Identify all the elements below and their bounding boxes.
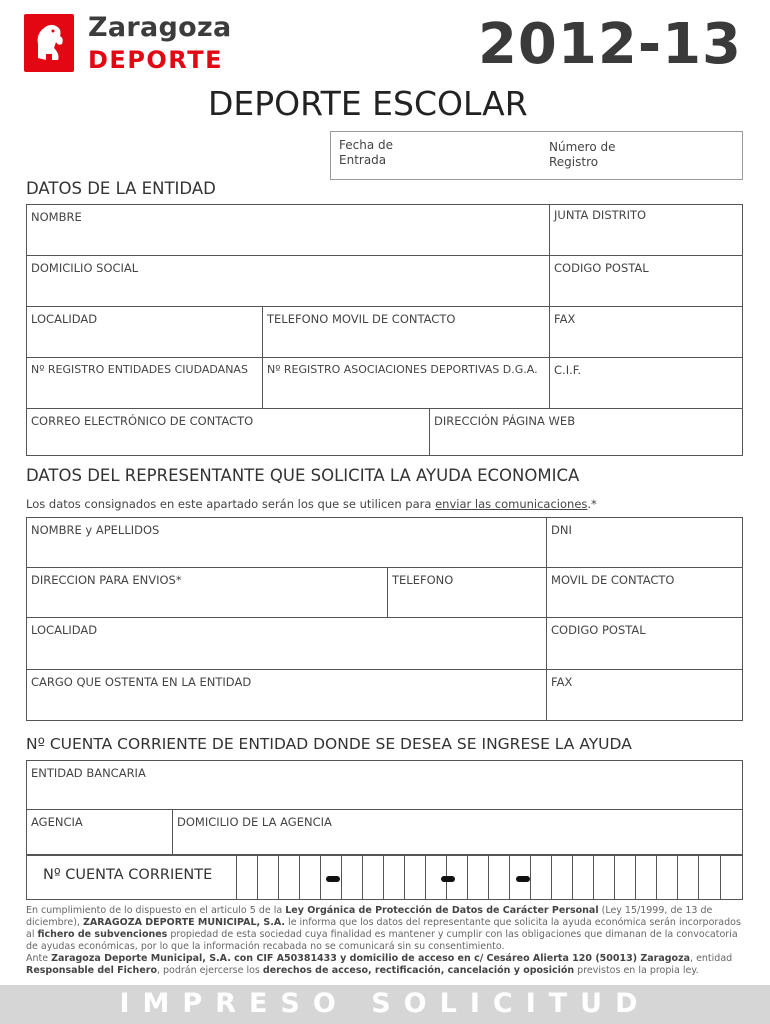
nombre-apellidos-field[interactable]: NOMBRE y APELLIDOS [27,518,547,568]
digit-box[interactable] [363,855,384,900]
web-field[interactable]: DIRECCIÓN PÁGINA WEB [430,409,743,456]
digit-box[interactable] [678,855,699,900]
cif-field[interactable]: C.I.F. [550,358,743,409]
registry-box [330,131,743,180]
season-year: 2012-13 [477,12,742,77]
domicilio-social-field[interactable]: DOMICILIO SOCIAL [27,256,550,307]
codigo-postal-field[interactable]: CODIGO POSTAL [550,256,743,307]
codigo-postal-rep-field[interactable]: CODIGO POSTAL [547,618,743,670]
footer-label: IMPRESO SOLICITUD [119,988,651,1019]
legal-paragraph-2: Ante Zaragoza Deporte Municipal, S.A. con CIF A50381433 y domicilio de acceso en c/ Cesáreo Alierta 120 (50013) Zaragoza, entidad Responsable del Fichero, podrán ejercerse los derechos de acceso, rectificación, cancelación y oposición previstos en la propia ley. [26,953,733,976]
digit-box[interactable] [279,855,300,900]
cuenta-corriente-row [26,854,743,900]
cargo-field[interactable]: CARGO QUE OSTENTA EN LA ENTIDAD [27,670,547,721]
dash-separator-icon [441,876,455,882]
numero-registro-label: Número de Registro [549,140,616,169]
nombre-field[interactable]: NOMBRE [27,205,550,256]
junta-distrito-field[interactable]: JUNTA DISTRITO [550,205,743,256]
representante-table [26,517,743,721]
legal-notice [26,905,746,977]
localidad-rep-field[interactable]: LOCALIDAD [27,618,547,670]
digit-box[interactable] [237,855,258,900]
digit-box[interactable] [721,855,743,900]
domicilio-agencia-field[interactable]: DOMICILIO DE LA AGENCIA [173,810,743,856]
movil-field[interactable]: MOVIL DE CONTACTO [547,568,743,618]
fax-rep-field[interactable]: FAX [547,670,743,721]
dash-separator-icon [326,876,340,882]
representante-note: Los datos consignados en este apartado serán los que se utilicen para enviar las comunicaciones.* [26,497,597,511]
section-cuenta-heading: Nº CUENTA CORRIENTE DE ENTIDAD DONDE SE DESEA SE INGRESE LA AYUDA [26,735,632,753]
digit-box[interactable] [657,855,678,900]
digit-box[interactable] [300,855,321,900]
localidad-field[interactable]: LOCALIDAD [27,307,263,358]
telefono-field[interactable]: TELEFONO [388,568,547,618]
dni-field[interactable]: DNI [547,518,743,568]
entidad-table [26,204,743,456]
brand-subname: DEPORTE [88,46,223,74]
legal-paragraph-1: En cumplimiento de lo dispuesto en el articulo 5 de la Ley Orgánica de Protección de Datos de Carácter Personal (Ley 15/1999, de 13 de diciembre), ZARAGOZA DEPORTE MUNICIPAL, S.A. le informa que los datos del representante que solicita la ayuda económica serán incorporados al fichero de subvenciones propiedad de esta sociedad cuya finalidad es mantener y cumplir con las obligaciones que dimanan de la convocatoria de ayudas económicas, por lo que la información recabada no se comunicará sin su consentimiento. [26,905,741,952]
section-entidad-heading: DATOS DE LA ENTIDAD [26,179,216,198]
digit-box[interactable] [615,855,636,900]
lion-logo-icon [24,14,74,72]
brand-name: Zaragoza [88,12,232,43]
digit-box[interactable] [594,855,615,900]
digit-box[interactable] [384,855,405,900]
digit-box[interactable] [573,855,594,900]
digit-box[interactable] [258,855,279,900]
section-representante-heading: DATOS DEL REPRESENTANTE QUE SOLICITA LA AYUDA ECONOMICA [26,466,580,485]
telefono-movil-field[interactable]: TELEFONO MOVIL DE CONTACTO [263,307,550,358]
digit-box[interactable] [342,855,363,900]
digit-box[interactable] [552,855,573,900]
entidad-bancaria-field[interactable]: ENTIDAD BANCARIA [27,761,743,810]
direccion-envios-field[interactable]: DIRECCION PARA ENVIOS* [27,568,388,618]
digit-box[interactable] [468,855,489,900]
digit-box[interactable] [699,855,721,900]
dash-separator-icon [516,876,530,882]
registro-dga-field[interactable]: Nº REGISTRO ASOCIACIONES DEPORTIVAS D.G.A. [263,358,550,409]
cuenta-table [26,760,743,856]
cuenta-corriente-label: Nº CUENTA CORRIENTE [27,855,237,900]
digit-box[interactable] [636,855,657,900]
digit-box[interactable] [489,855,510,900]
fax-field[interactable]: FAX [550,307,743,358]
agencia-field[interactable]: AGENCIA [27,810,173,856]
correo-field[interactable]: CORREO ELECTRÓNICO DE CONTACTO [27,409,430,456]
registro-ciudadanas-field[interactable]: Nº REGISTRO ENTIDADES CIUDADANAS [27,358,263,409]
digit-box[interactable] [531,855,552,900]
form-title: DEPORTE ESCOLAR [208,84,528,123]
digit-box[interactable] [405,855,426,900]
fecha-entrada-label: Fecha de Entrada [339,138,393,167]
